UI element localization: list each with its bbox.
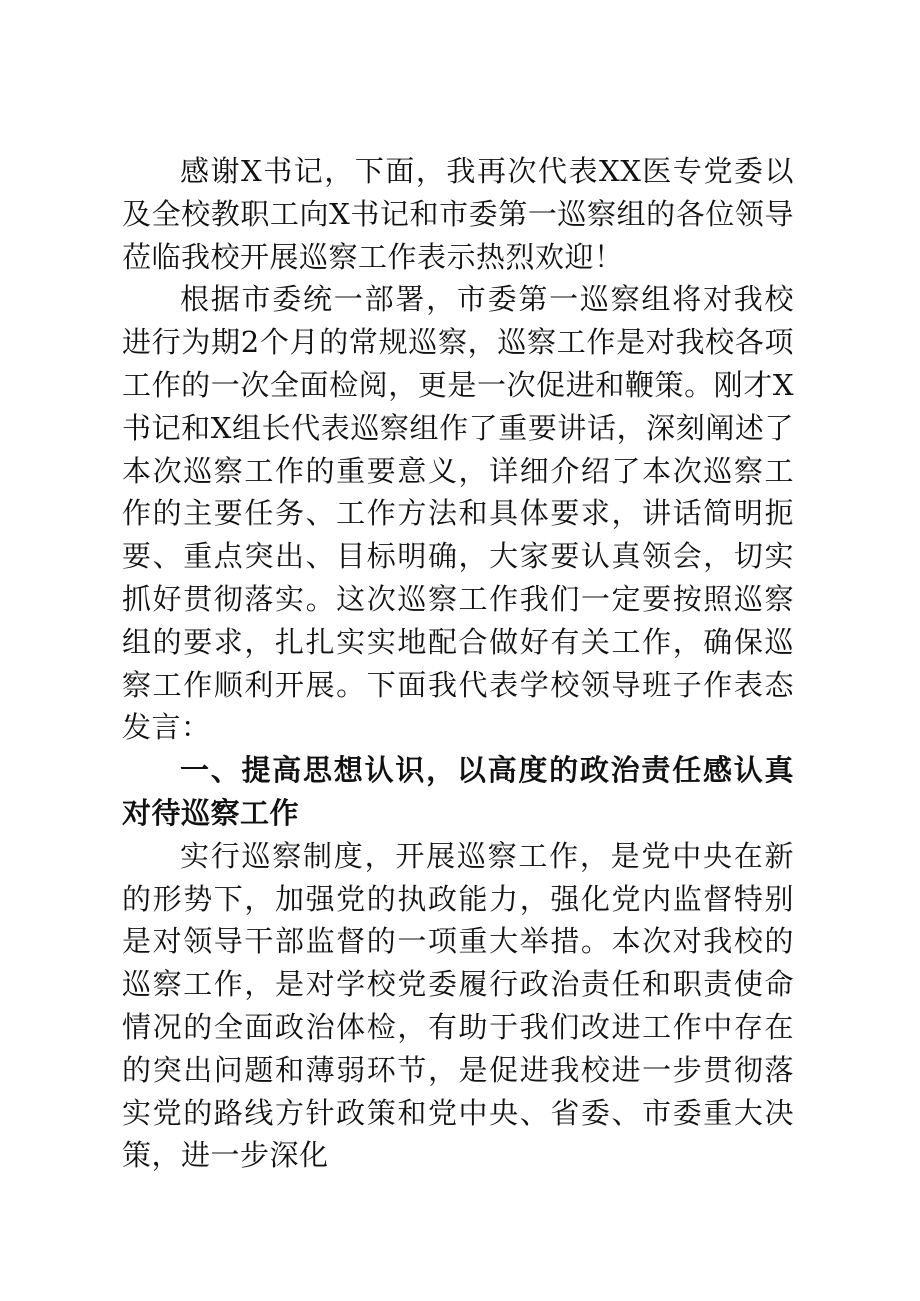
paragraph-inspection-arrangement: 根据市委统一部署，市委第一巡察组将对我校进行为期2个月的常规巡察，巡察工作是对我校各项工作的一次全面检阅，更是一次促进和鞭策。刚才X书记和X组长代表巡察组作了重要讲话，深刻阐述了本次巡察工作的重要意义，详细介绍了本次巡察工作的主要任务、工作方法和具体要求，讲话简明扼要、重点突出、目标明确，大家要认真领会，切实抓好贯彻落实。这次巡察工作我们一定要按照巡察组的要求，扎扎实实地配合做好有关工作，确保巡察工作顺利开展。下面我代表学校领导班子作表态发言： [122, 282, 794, 745]
paragraph-welcome: 感谢X书记，下面，我再次代表XX医专党委以及全校教职工向X书记和市委第一巡察组的各位领导莅临我校开展巡察工作表示热烈欢迎！ [122, 154, 794, 274]
paragraph-inspection-system: 实行巡察制度，开展巡察工作，是党中央在新的形势下，加强党的执政能力，强化党内监督特别是对领导干部监督的一项重大举措。本次对我校的巡察工作，是对学校党委履行政治责任和职责使命情况的全面政治体检，有助于我们改进工作中存在的突出问题和薄弱环节，是促进我校进一步贯彻落实党的路线方针政策和党中央、省委、市委重大决策，进一步深化 [122, 838, 794, 1173]
document-body [122, 150, 794, 1177]
section-heading-1: 一、提高思想认识，以高度的政治责任感认真对待巡察工作 [122, 753, 794, 830]
